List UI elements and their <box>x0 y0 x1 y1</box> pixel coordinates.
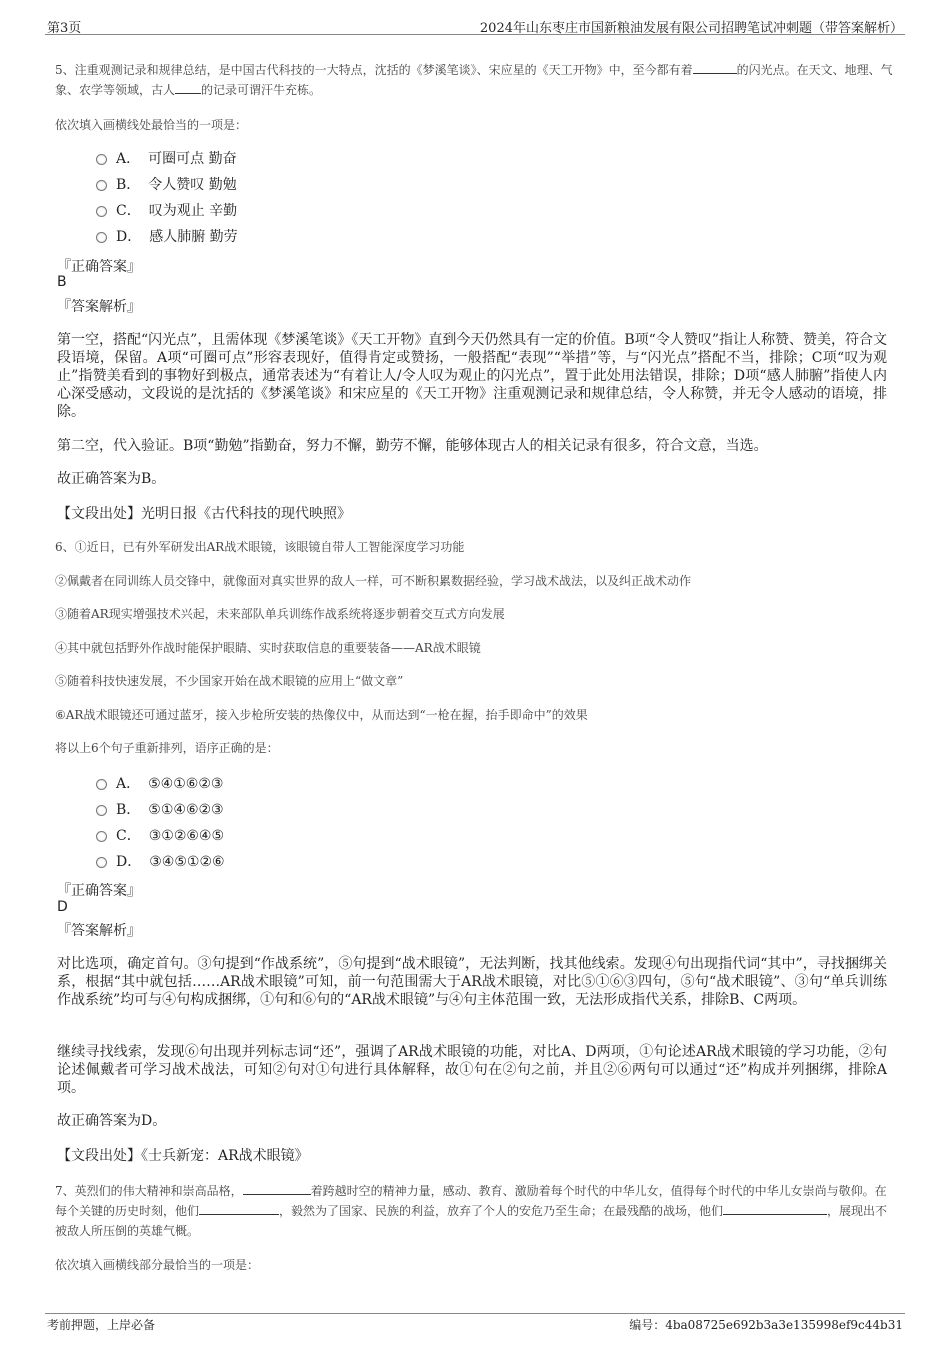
radio-icon[interactable] <box>96 805 107 816</box>
q5-option-c[interactable]: C． 叹为观止 辛勤 <box>96 201 237 221</box>
q5-conclusion: 故正确答案为B。 <box>57 471 166 487</box>
footer-divider <box>45 1313 905 1314</box>
footer-slogan: 考前押题，上岸必备 <box>47 1318 156 1332</box>
radio-icon[interactable] <box>96 232 107 243</box>
q6-option-b[interactable]: B． ⑤①④⑥②③ <box>96 800 224 820</box>
q6-option-c[interactable]: C． ③①②⑥④⑤ <box>96 826 224 846</box>
radio-icon[interactable] <box>96 779 107 790</box>
radio-icon[interactable] <box>96 206 107 217</box>
q7-blank-3 <box>723 1202 827 1215</box>
q5-answer-tag: 『正确答案』 <box>57 259 141 275</box>
q6-analysis-tag: 『答案解析』 <box>57 923 141 939</box>
header-divider <box>45 34 905 35</box>
q6-sentence-3: ③随着AR现实增强技术兴起，未来部队单兵训练作战系统将逐步朝着交互式方向发展 <box>55 607 505 621</box>
q6-sentence-5: ⑤随着科技快速发展，不少国家开始在战术眼镜的应用上“做文章” <box>55 674 404 688</box>
q6-analysis-paragraph-2: 继续寻找线索，发现⑥句出现并列标志词“还”，强调了AR战术眼镜的功能，对比A、D两项，①句论述AR战术眼镜的学习功能，②句论述佩戴者可学习战术战法，可知②句对①句进行具体解释，故①句在②句之前，并且②⑥两句可以通过“还”构成并列捆绑，排除A项。 <box>57 1044 887 1096</box>
q5-option-a[interactable]: A． 可圈可点 勤奋 <box>96 149 237 169</box>
q5-analysis-paragraph-1: 第一空，搭配“闪光点”，且需体现《梦溪笔谈》《天工开物》直到今天仍然具有一定的价值。B项“令人赞叹”指让人称赞、赞美，符合文段语境，保留。A项“可圈可点”形容表现好，值得肯定或赞扬，一般搭配“表现”“举措”等，与“闪光点”搭配不当，排除；C项“叹为观止”指赞美看到的事物好到极点，通常表述为“有着让人/令人叹为观止的闪光点”，置于此处用法错误，排除；D项“感人肺腑”指使人内心深受感动，文段说的是沈括的《梦溪笔谈》和宋应星的《天工开物》注重观测记录和规律总结，令人称赞，并无令人感动的语境，排除。 <box>57 332 887 420</box>
q6-sentence-6: ⑥AR战术眼镜还可通过蓝牙，接入步枪所安装的热像仪中，从而达到“一枪在握，抬手即命中”的效果 <box>55 708 588 722</box>
q5-blank-2 <box>175 81 201 94</box>
q5-blank-1 <box>693 61 737 74</box>
q7-blank-2 <box>199 1202 279 1215</box>
q5-option-d[interactable]: D． 感人肺腑 勤劳 <box>96 227 238 247</box>
q5-text-part-b: 的闪光点。在天文、地理、气象、农学等领域，古人 <box>55 63 893 97</box>
q7-text-part-d: ，展现出不被敌人所压倒的英雄气概。 <box>55 1204 888 1238</box>
radio-icon[interactable] <box>96 831 107 842</box>
q5-analysis-paragraph-2: 第二空，代入验证。B项“勤勉”指勤奋，努力不懈，勤劳不懈，能够体现古人的相关记录有很多，符合文意，当选。 <box>57 438 768 454</box>
q6-conclusion: 故正确答案为D。 <box>57 1113 167 1129</box>
q5-source: 【文段出处】光明日报《古代科技的现代映照》 <box>57 506 351 522</box>
q5-text-part-c: 的记录可谓汗牛充栋。 <box>201 83 322 97</box>
page-number: 第3页 <box>47 21 82 36</box>
radio-icon[interactable] <box>96 180 107 191</box>
q7-text-part-b: 着跨越时空的精神力量，感动、教育、激励着每个时代的中华儿女，值得每个时代的中华儿女崇尚与敬仰。在每个关键的历史时刻，他们 <box>55 1184 887 1218</box>
q6-answer: D <box>57 899 68 915</box>
q7-text-part-c: ，毅然为了国家、民族的利益，放弃了个人的安危乃至生命；在最残酷的战场，他们 <box>279 1204 724 1218</box>
q6-prompt: 将以上6个句子重新排列，语序正确的是： <box>55 741 279 755</box>
question-5-text <box>55 60 895 100</box>
q6-sentence-1: 6、①近日，已有外军研发出AR战术眼镜，该眼镜自带人工智能深度学习功能 <box>55 540 465 554</box>
q6-answer-tag: 『正确答案』 <box>57 883 141 899</box>
q6-sentence-4: ④其中就包括野外作战时能保护眼睛、实时获取信息的重要装备——AR战术眼镜 <box>55 641 481 655</box>
q5-text-part-a: 5、注重观测记录和规律总结，是中国古代科技的一大特点，沈括的《梦溪笔谈》、宋应星的《天工开物》中，至今都有着 <box>55 63 693 77</box>
q5-analysis-tag: 『答案解析』 <box>57 299 141 315</box>
q5-prompt: 依次填入画横线处最恰当的一项是： <box>55 118 248 132</box>
q6-option-d[interactable]: D． ③④⑤①②⑥ <box>96 852 225 872</box>
question-7-text <box>55 1181 895 1241</box>
q7-prompt: 依次填入画横线部分最恰当的一项是： <box>55 1258 260 1272</box>
q7-blank-1 <box>243 1182 311 1195</box>
q6-source: 【文段出处】《士兵新宠：AR战术眼镜》 <box>57 1148 309 1164</box>
q6-sentence-2: ②佩戴者在同训练人员交锋中，就像面对真实世界的敌人一样，可不断积累数据经验，学习战术战法，以及纠正战术动作 <box>55 574 692 588</box>
footer-code: 编号：4ba08725e692b3a3e135998ef9c44b31 <box>629 1318 903 1332</box>
q6-analysis-paragraph-1: 对比选项，确定首句。③句提到“作战系统”，⑤句提到“战术眼镜”，无法判断，找其他线索。发现④句出现指代词“其中”，寻找捆绑关系，根据“其中就包括……AR战术眼镜”可知，前一句范围需大于AR战术眼镜，对比⑤①⑥③四句，⑤句“战术眼镜”、③句“单兵训练作战系统”均可与④句构成捆绑，①句和⑥句的“AR战术眼镜”与④句主体范围一致，无法形成指代关系，排除B、C两项。 <box>57 956 887 1008</box>
q5-option-b[interactable]: B． 令人赞叹 勤勉 <box>96 175 237 195</box>
radio-icon[interactable] <box>96 857 107 868</box>
radio-icon[interactable] <box>96 154 107 165</box>
q6-option-a[interactable]: A． ⑤④①⑥②③ <box>96 774 223 794</box>
q5-answer: B <box>57 274 67 290</box>
q7-text-part-a: 7、英烈们的伟大精神和崇高品格， <box>55 1184 243 1198</box>
document-title: 2024年山东枣庄市国新粮油发展有限公司招聘笔试冲刺题（带答案解析） <box>479 21 903 36</box>
